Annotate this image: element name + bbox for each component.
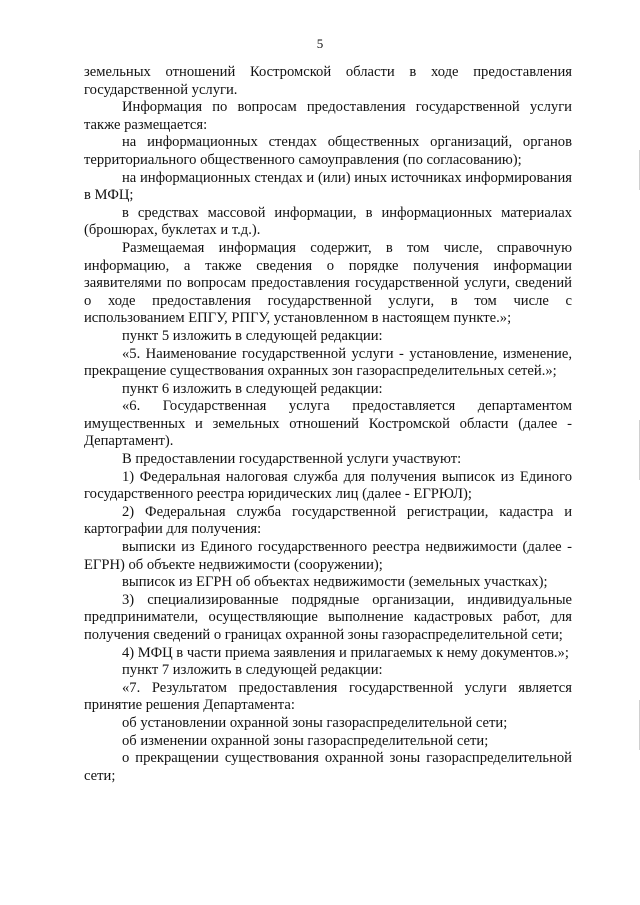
page-number: 5: [316, 36, 324, 51]
paragraph: 3) специализированные подрядные организации, индивидуальные предприниматели, осуществляющие выполнение кадастровых работ, для получения сведений о границах охранной зоны газораспределительной сети;: [84, 591, 572, 643]
paragraph: 4) МФЦ в части приема заявления и прилагаемых к нему документов.»;: [122, 644, 569, 661]
paragraph: об установлении охранной зоны газораспределительной сети;: [122, 714, 508, 731]
paragraph: на информационных стендах общественных организаций, органов территориального общественного самоуправления (по согласованию);: [84, 134, 572, 168]
paragraph: об изменении охранной зоны газораспределительной сети;: [122, 732, 489, 749]
paragraph: «6. Государственная услуга предоставляется департаментом имущественных и земельных отношений Костромской области (далее - Департамент).: [84, 398, 572, 450]
paragraph: пункт 5 изложить в следующей редакции:: [122, 327, 383, 344]
paragraph: 2) Федеральная служба государственной регистрации, кадастра и картографии для получения:: [84, 503, 572, 538]
paragraph: пункт 6 изложить в следующей редакции:: [122, 380, 383, 397]
paragraph: Размещаемая информация содержит, в том числе, справочную информацию, а также сведения о порядке получения информации заявителями по вопросам предоставления государственной услуги, сведений о ходе предоставления государственной услуги, в том числе с использованием ЕПГУ, РПГУ, установленном в настоящем пункте.»;: [84, 239, 572, 327]
paragraph: «5. Наименование государственной услуги - установление, изменение, прекращение существования охранных зон газораспределительных сетей.»;: [84, 345, 572, 380]
paragraph: пункт 7 изложить в следующей редакции:: [122, 662, 383, 679]
paragraph: земельных отношений Костромской области в ходе предоставления государственной услуги.: [84, 64, 572, 98]
paragraph: выписок из ЕГРН об объектах недвижимости (земельных участках);: [122, 574, 548, 591]
paragraph: выписки из Единого государственного реестра недвижимости (далее - ЕГРН) об объекте недвижимости (сооружении);: [84, 539, 572, 573]
paragraph: на информационных стендах и (или) иных источниках информирования в МФЦ;: [84, 169, 572, 204]
document-body: [84, 64, 572, 785]
paragraph: в средствах массовой информации, в информационных материалах (брошюрах, буклетах и т.д.).: [84, 204, 572, 239]
paragraph: В предоставлении государственной услуги участвуют:: [122, 451, 462, 468]
paragraph: 1) Федеральная налоговая служба для получения выписок из Единого государственного реестра юридических лиц (далее - ЕГРЮЛ);: [84, 468, 572, 503]
paragraph: о прекращении существования охранной зоны газораспределительной сети;: [84, 750, 572, 784]
paragraph: «7. Результатом предоставления государственной услуги является принятие решения Департамента:: [84, 679, 572, 714]
paragraph: Информация по вопросам предоставления государственной услуги также размещается:: [84, 99, 572, 133]
